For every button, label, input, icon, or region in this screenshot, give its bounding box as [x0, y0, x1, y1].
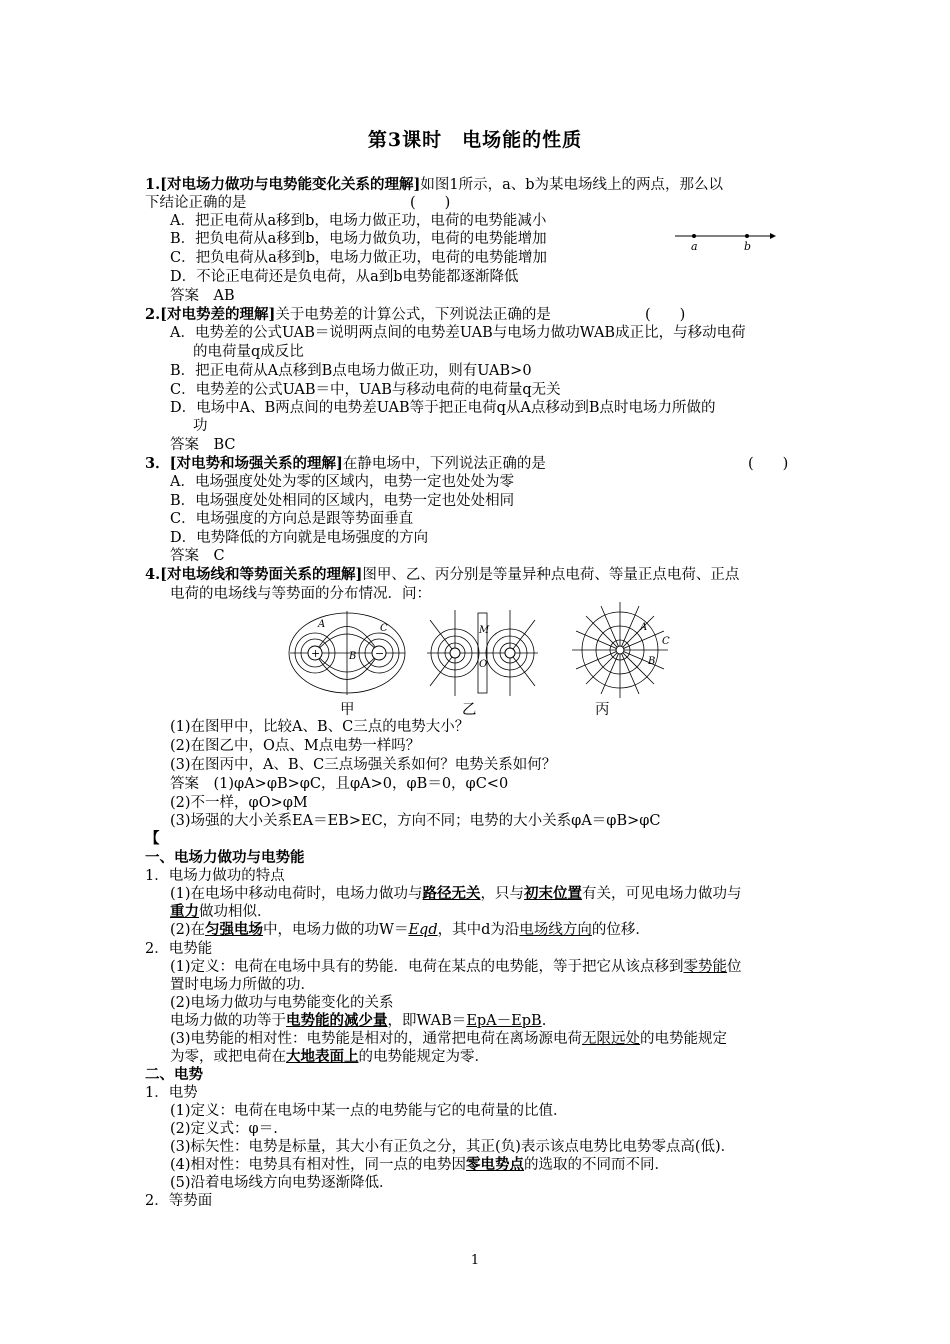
svg-text:B: B [648, 656, 656, 667]
q2-option-b: B．把正电荷从A点移到B点电场力做正功，则有UAB>0 [170, 363, 532, 379]
section2-heading: 二、电势 [145, 1066, 203, 1083]
sec1-item2-line1: (1)定义：电荷在电场中具有的势能．电荷在某点的电势能，等于把它从该点移到零势能位 [170, 959, 742, 975]
svg-text:B: B [349, 651, 357, 662]
section-bracket: 【 [145, 830, 160, 847]
q1-option-c: C．把负电荷从a移到b，电场力做正功，电荷的电势能增加 [170, 250, 548, 266]
q1-option-d: D．不论正电荷还是负电荷，从a到b电势能都逐渐降低 [170, 269, 519, 285]
figure-bing-point-charge [570, 600, 675, 700]
sec2-line1: (1)定义：电荷在电场中某一点的电势能与它的电荷量的比值． [170, 1103, 568, 1119]
svg-text:A: A [318, 619, 326, 630]
q3-option-c: C．电场强度的方向总是跟等势面垂直 [170, 511, 414, 527]
sec1-item2-line5: (3)电势能的相对性：电势能是相对的，通常把电荷在离场源电荷无限远处的电势能规定 [170, 1031, 728, 1047]
svg-text:−: − [375, 647, 385, 660]
q2-option-d-line2: 功 [193, 418, 208, 434]
q1-field-line-figure [670, 226, 780, 254]
q3-option-d: D．电势降低的方向就是电场强度的方向 [170, 530, 429, 546]
svg-text:A: A [640, 622, 648, 633]
q2-option-a-line1: A．电势差的公式UAB＝说明两点间的电势差UAB与电场力做功WAB成正比，与移动电荷 [170, 325, 746, 341]
figure-yi-like-charges [425, 605, 540, 700]
q2-answer-paren: ( ) [645, 307, 686, 323]
sec2-line2: (2)定义式：φ＝. [170, 1121, 278, 1137]
sec1-item2-line6: 为零，或把电荷在大地表面上的电势能规定为零． [170, 1048, 489, 1065]
q4-answer-3: (3)场强的大小关系EA＝EB>EC，方向不同；电势的大小关系φA＝φB>φC [170, 813, 661, 829]
section1-heading: 一、电场力做功与电势能 [145, 849, 305, 866]
q3-stem: 3．[对电势和场强关系的理解]在静电场中，下列说法正确的是 [145, 455, 546, 472]
q4-stem-line1: 4.[对电场线和等势面关系的理解]图甲、乙、丙分别是等量异种点电荷、等量正点电荷、正点 [145, 566, 740, 583]
q2-option-c: C．电势差的公式UAB＝中，UAB与移动电荷的电荷量q无关 [170, 382, 561, 398]
page-title: 第3课时 电场能的性质 [367, 129, 583, 151]
sec1-item2-line2: 置时电场力所做的功． [170, 977, 315, 993]
sec1-item1-title: 1．电场力做功的特点 [145, 868, 285, 884]
q4-subquestion-1: (1)在图甲中，比较A、B、C三点的电势大小？ [170, 719, 470, 735]
q1-stem-line1: 1.[对电场力做功与电势能变化关系的理解]如图1所示，a、b为某电场线上的两点，那么以 [145, 176, 724, 193]
sec2-line3: (3)标矢性：电势是标量，其大小有正负之分，其正(负)表示该点电势比电势零点高(低)． [170, 1139, 736, 1155]
q1-point-a-label: a [691, 240, 698, 253]
page-number: 1 [470, 1253, 480, 1268]
sec1-item1-line1: (1)在电场中移动电荷时，电场力做功与路径无关，只与初末位置有关，可见电场力做功与 [170, 885, 742, 902]
q4-subquestion-2: (2)在图乙中，O点、M点电势一样吗？ [170, 738, 421, 754]
figure-label-bing: 丙 [595, 702, 610, 718]
sec2-item1-title: 1．电势 [145, 1085, 198, 1101]
svg-text:O: O [479, 659, 488, 670]
svg-text:+: + [311, 647, 321, 660]
sec1-item2-line4: 电场力做的功等于电势能的减少量，即WAB＝EpA－EpB. [170, 1012, 547, 1029]
q1-answer: 答案 AB [170, 288, 235, 304]
svg-text:C: C [380, 623, 388, 634]
q4-subquestion-3: (3)在图丙中，A、B、C三点场强关系如何？电势关系如何？ [170, 757, 557, 773]
q3-option-a: A．电场强度处处为零的区域内，电势一定也处处为零 [170, 474, 514, 490]
q2-option-a-line2: 的电荷量q成反比 [193, 344, 304, 360]
q4-answer-1: 答案 (1)φA>φB>φC，且φA>0，φB＝0，φC<0 [170, 776, 509, 792]
sec1-item2-title: 2．电势能 [145, 941, 213, 957]
sec1-item1-line3: (2)在匀强电场中，电场力做的功W＝Eqd，其中d为沿电场线方向的位移． [170, 921, 650, 938]
q3-answer: 答案 C [170, 548, 225, 564]
q2-answer: 答案 BC [170, 437, 236, 453]
sec1-item2-line3: (2)电场力做功与电势能变化的关系 [170, 995, 394, 1011]
q3-answer-paren: ( ) [748, 456, 789, 472]
sec2-item2-title: 2．等势面 [145, 1193, 213, 1209]
svg-text:M: M [479, 625, 490, 636]
figure-label-jia: 甲 [340, 702, 355, 718]
sec1-item1-line2: 重力做功相似． [170, 903, 272, 920]
q2-option-d-line1: D．电场中A、B两点间的电势差UAB等于把正电荷q从A点移动到B点时电场力所做的 [170, 400, 716, 416]
sec2-line4: (4)相对性：电势具有相对性，同一点的电势因零电势点的选取的不同而不同． [170, 1156, 670, 1173]
q2-stem: 2.[对电势差的理解]关于电势差的计算公式，下列说法正确的是 [145, 306, 551, 323]
q1-stem-line2: 下结论正确的是 [145, 195, 247, 211]
q1-option-a: A．把正电荷从a移到b，电场力做正功，电荷的电势能减小 [170, 213, 547, 229]
q4-stem-line2: 电荷的电场线与等势面的分布情况．问： [170, 586, 431, 602]
svg-text:C: C [662, 636, 670, 647]
q1-option-b: B．把负电荷从a移到b，电场力做负功，电荷的电势能增加 [170, 231, 547, 247]
sec2-line5: (5)沿着电场线方向电势逐渐降低． [170, 1175, 394, 1191]
q3-option-b: B．电场强度处处相同的区域内，电势一定也处处相同 [170, 493, 515, 509]
q1-point-b-label: b [744, 240, 752, 253]
q4-answer-2: (2)不一样，φO>φM [170, 795, 308, 811]
figure-jia-unlike-charges [285, 605, 410, 700]
figure-label-yi: 乙 [462, 702, 477, 718]
q1-answer-paren: ( ) [410, 195, 451, 211]
